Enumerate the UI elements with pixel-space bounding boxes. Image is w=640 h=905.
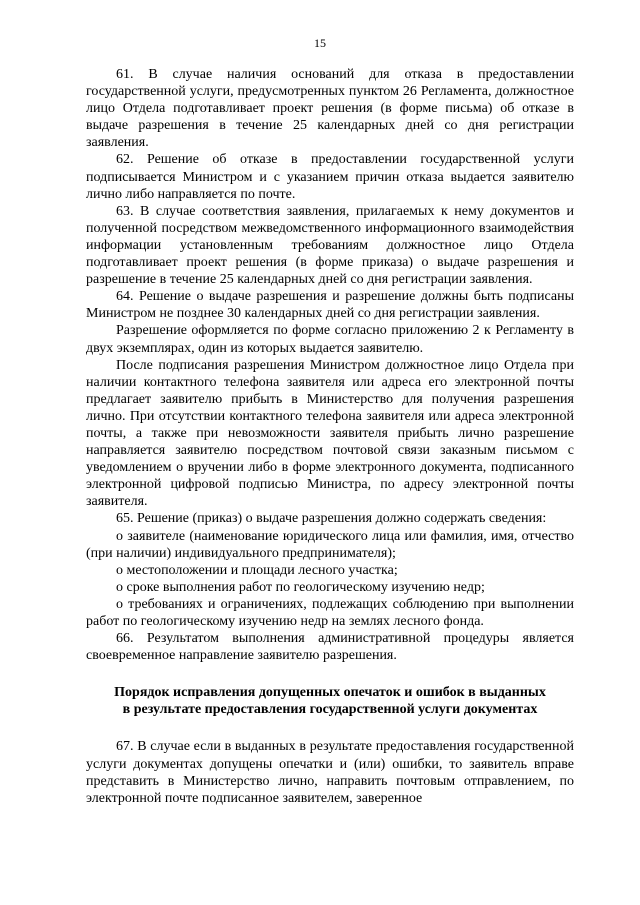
paragraph-permit-delivery: После подписания разрешения Министром должностное лицо Отдела при наличии контактного телефона заявителя или адреса его электронной почты предлагает заявителю прибыть в Министерство для получения разрешения лично. При отсутствии контактного телефона заявителя или адреса электронной почты, а также при невозможности заявителя прибыть лично разрешение направляется заявителю посредством почтовой связи заказным письмом с уведомлением о вручении либо в форме электронного документа, подписанного электронной цифровой подписью Министра, по адресу электронной почты заявителя. xyxy=(86,357,574,510)
list-item-applicant: о заявителе (наименование юридического лица или фамилия, имя, отчество (при наличии) индивидуального предпринимателя); xyxy=(86,528,574,561)
list-item-requirements: о требованиях и ограничениях, подлежащих соблюдению при выполнении работ по геологическому изучению недр на землях лесного фонда. xyxy=(86,596,574,629)
list-item-location: о местоположении и площади лесного участка; xyxy=(116,562,398,578)
section-heading xyxy=(86,684,574,718)
list-item-term: о сроке выполнения работ по геологическому изучению недр; xyxy=(116,579,485,595)
paragraph-64: 64. Решение о выдаче разрешения и разрешение должны быть подписаны Министром не позднее 30 календарных дней со дня регистрации заявления. xyxy=(86,289,574,322)
paragraph-65: 65. Решение (приказ) о выдаче разрешения должно содержать сведения: xyxy=(116,511,547,527)
paragraph-permit-form: Разрешение оформляется по форме согласно приложению 2 к Регламенту в двух экземплярах, один из которых выдается заявителю. xyxy=(86,323,574,356)
paragraph-66: 66. Результатом выполнения административной процедуры является своевременное направление заявителю разрешения. xyxy=(86,631,574,664)
page-number: 15 xyxy=(314,36,326,50)
page-body xyxy=(86,66,574,807)
paragraph-67: 67. В случае если в выданных в результате предоставления государственной услуги документах допущены опечатки и (или) ошибки, то заявитель вправе представить в Министерство лично, направить почтовым отправлением, по электронной почте подписанное заявителем, заверенное xyxy=(86,739,574,806)
paragraph-62: 62. Решение об отказе в предоставлении государственной услуги подписывается Министром и с указанием причин отказа выдается заявителю лично либо направляется по почте. xyxy=(86,152,574,202)
paragraph-63: 63. В случае соответствия заявления, прилагаемых к нему документов и полученной посредством межведомственного информационного взаимодействия информации установленным требованиям должностное лицо Отдела подготавливает проект решения (в форме приказа) о выдаче разрешения и разрешение в течение 25 календарных дней со дня регистрации заявления. xyxy=(86,203,574,288)
section-heading-line-2: в результате предоставления государственной услуги документах xyxy=(122,702,538,718)
section-heading-line-1: Порядок исправления допущенных опечаток и ошибок в выданных xyxy=(114,685,546,701)
paragraph-61: 61. В случае наличия оснований для отказа в предоставлении государственной услуги, предусмотренных пунктом 26 Регламента, должностное лицо Отдела подготавливает проект решения (в форме письма) об отказе в выдаче разрешения в течение 25 календарных дней со дня регистрации заявления. xyxy=(86,67,574,151)
